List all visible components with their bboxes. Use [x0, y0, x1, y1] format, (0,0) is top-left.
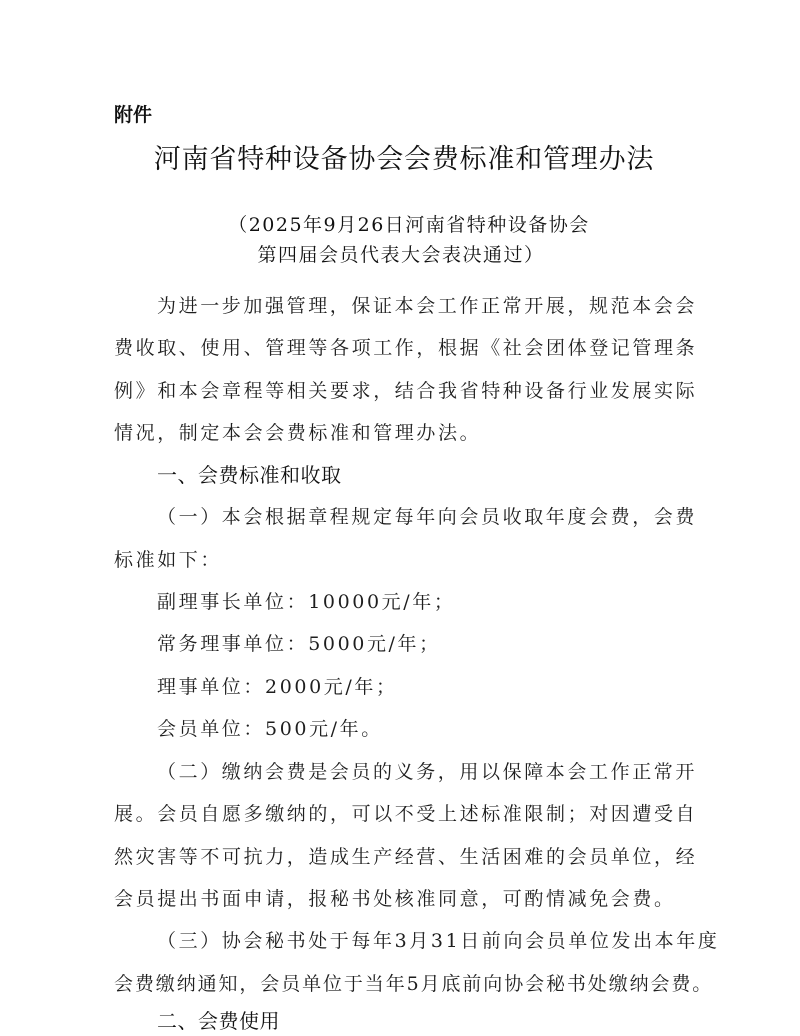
fee-standard-vice-chairman: 副理事长单位：10000元/年； — [157, 591, 456, 613]
attachment-label: 附件 — [114, 104, 153, 126]
item-3-line-1: （三）协会秘书处于每年3月31日前向会员单位发出本年度 — [157, 930, 720, 952]
section-1-heading: 一、会费标准和收取 — [157, 463, 342, 487]
intro-line-4: 情况，制定本会会费标准和管理办法。 — [114, 422, 482, 444]
subtitle-line-1: （2025年9月26日河南省特种设备协会 — [228, 214, 590, 236]
item-2-line-2: 展。会员自愿多缴纳的，可以不受上述标准限制；对因遭受自 — [114, 803, 698, 825]
document-title: 河南省特种设备协会会费标准和管理办法 — [153, 144, 655, 175]
intro-line-2: 费收取、使用、管理等各项工作，根据《社会团体登记管理条 — [114, 337, 698, 359]
subtitle-line-2: 第四届会员代表大会表决通过） — [257, 244, 545, 266]
item-2-line-1: （二）缴纳会费是会员的义务，用以保障本会工作正常开 — [157, 761, 698, 783]
item-1-line-2: 标准如下： — [114, 549, 223, 571]
item-2-line-4: 会员提出书面申请，报秘书处核准同意，可酌情减免会费。 — [114, 888, 676, 910]
section-2-heading: 二、会费使用 — [157, 1009, 280, 1033]
item-3-line-2: 会费缴纳通知，会员单位于当年5月底前向协会秘书处缴纳会费。 — [114, 973, 714, 995]
item-1-line-1: （一）本会根据章程规定每年向会员收取年度会费，会费 — [157, 506, 698, 528]
fee-standard-director: 理事单位：2000元/年； — [157, 676, 398, 698]
intro-line-3: 例》和本会章程等相关要求，结合我省特种设备行业发展实际 — [114, 380, 698, 402]
fee-standard-executive-director: 常务理事单位：5000元/年； — [157, 633, 441, 655]
fee-standard-member: 会员单位：500元/年。 — [157, 718, 383, 740]
item-2-line-3: 然灾害等不可抗力，造成生产经营、生活困难的会员单位，经 — [114, 846, 698, 868]
intro-line-1: 为进一步加强管理，保证本会工作正常开展，规范本会会 — [157, 295, 698, 317]
